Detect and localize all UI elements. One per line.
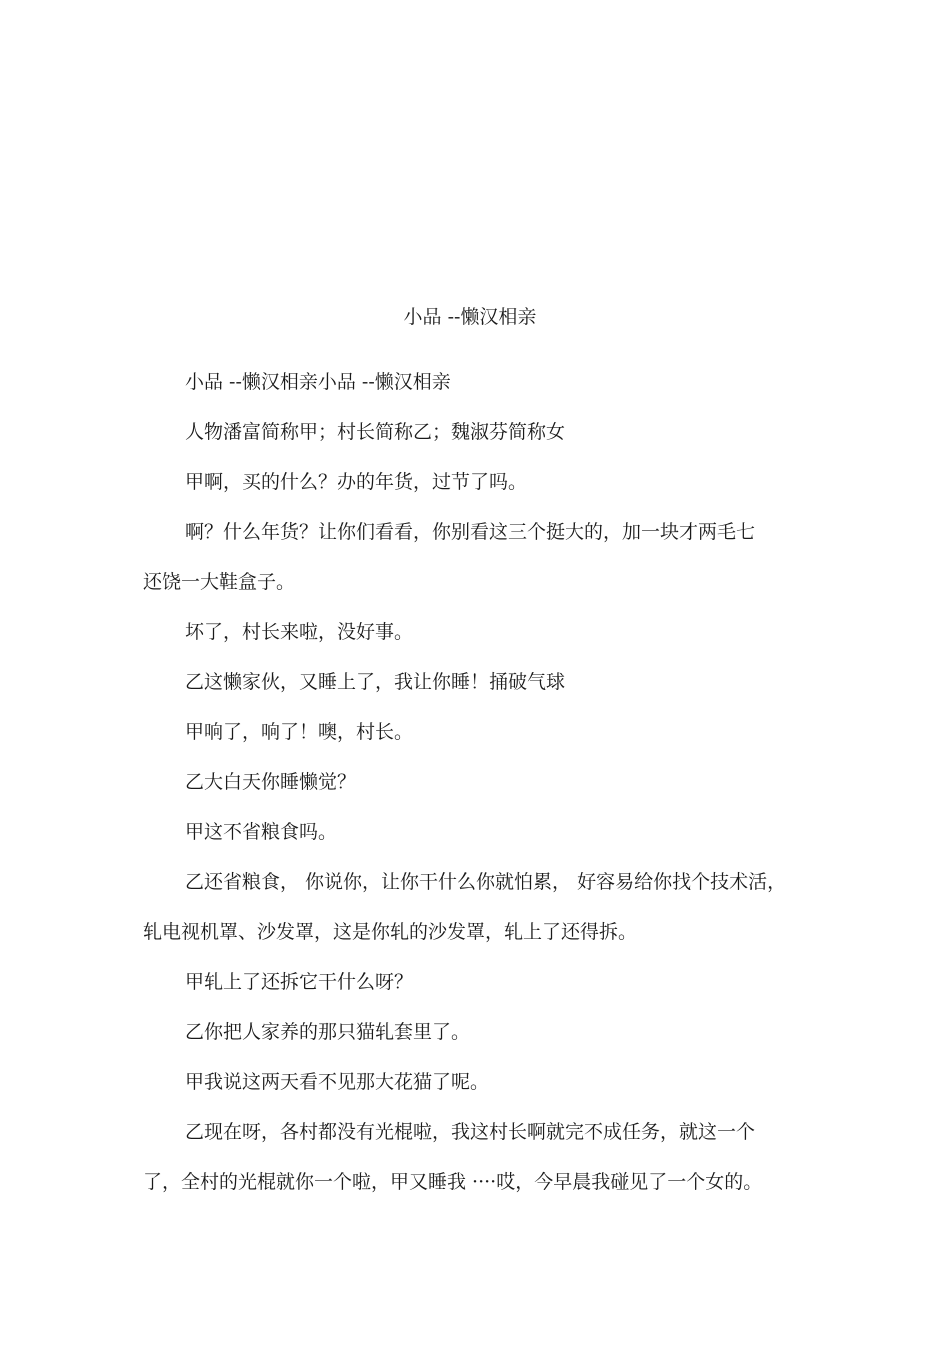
- paragraph: 甲这不省粮食吗。: [185, 821, 338, 843]
- page-title: 小品 --懒汉相亲: [403, 306, 537, 328]
- paragraph: 甲啊，买的什么？办的年货，过节了吗。: [185, 471, 528, 493]
- paragraph: 甲轧上了还拆它干什么呀？: [185, 971, 414, 993]
- paragraph: 乙还省粮食， 你说你，让你干什么你就怕累， 好容易给你找个技术活，: [185, 871, 787, 893]
- paragraph: 啊？什么年货？让你们看看，你别看这三个挺大的，加一块才两毛七: [185, 521, 756, 543]
- paragraph: 乙现在呀，各村都没有光棍啦，我这村长啊就完不成任务，就这一个: [185, 1121, 756, 1143]
- paragraph: 乙这懒家伙，又睡上了，我让你睡！捅破气球: [185, 671, 566, 693]
- paragraph-continuation: 了，全村的光棍就你一个啦，甲又睡我 ····哎，今早晨我碰见了一个女的。: [143, 1171, 763, 1193]
- document-body: [143, 369, 793, 1219]
- paragraph-continuation: 还饶一大鞋盒子。: [143, 571, 296, 593]
- paragraph: 人物潘富简称甲；村长简称乙；魏淑芬简称女: [185, 421, 566, 443]
- paragraph: 坏了，村长来啦，没好事。: [185, 621, 414, 643]
- paragraph: 甲我说这两天看不见那大花猫了呢。: [185, 1071, 490, 1093]
- paragraph-continuation: 轧电视机罩、沙发罩，这是你轧的沙发罩，轧上了还得拆。: [143, 921, 638, 943]
- paragraph: 甲响了，响了！噢，村长。: [185, 721, 414, 743]
- paragraph: 乙大白天你睡懒觉？: [185, 771, 357, 793]
- paragraph: 乙你把人家养的那只猫轧套里了。: [185, 1021, 471, 1043]
- paragraph: 小品 --懒汉相亲小品 --懒汉相亲: [185, 371, 451, 393]
